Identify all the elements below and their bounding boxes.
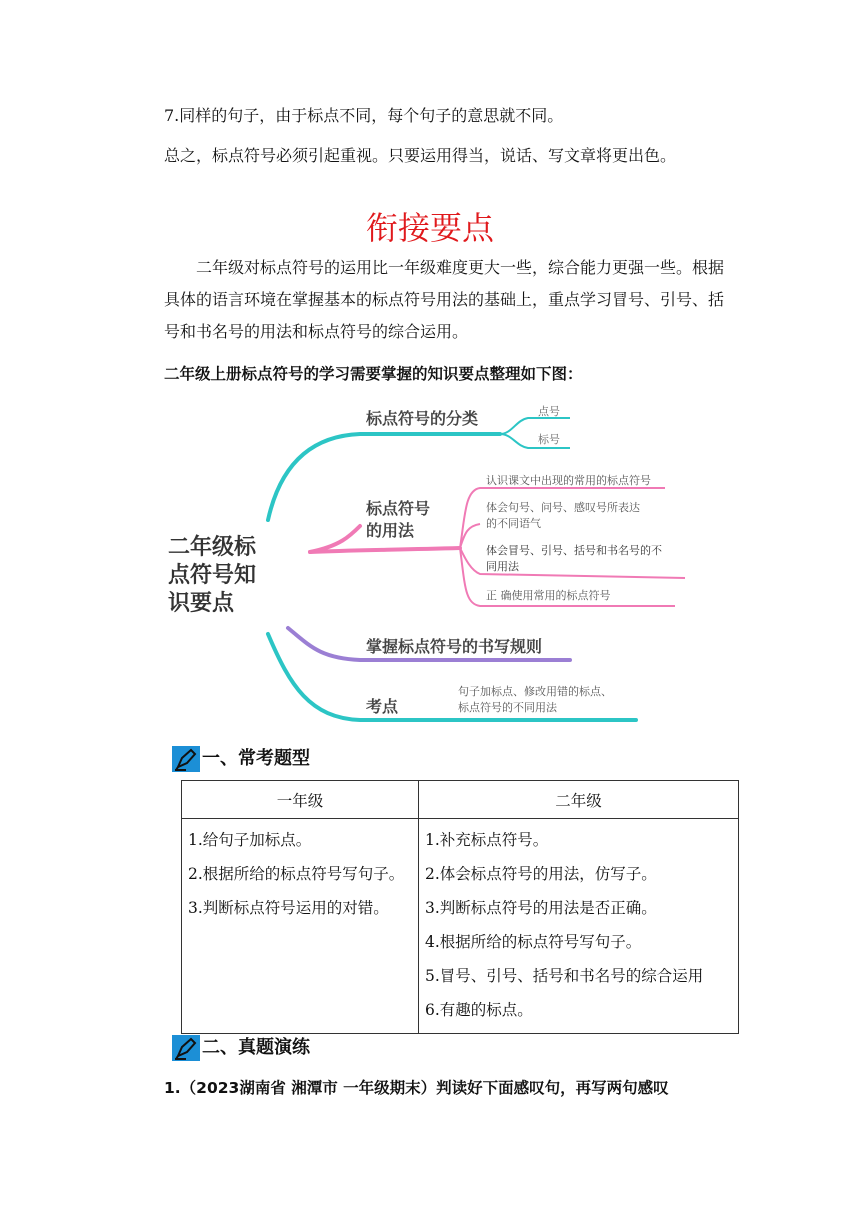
mindmap-leaf-dianhao: 点号 <box>538 405 560 418</box>
summary-line: 总之，标点符号必须引起重视。只要运用得当，说话、写文章将更出色。 <box>164 146 677 165</box>
section1-heading <box>172 745 310 773</box>
mindmap-leaf-line: 体会句号、问号、感叹号所表达 <box>486 501 640 514</box>
line-7: 7.同样的句子，由于标点不同，每个句子的意思就不同。 <box>164 106 564 125</box>
mindmap-root-line: 识要点 <box>168 591 235 616</box>
mindmap-root <box>168 534 256 618</box>
list-item: 6.有趣的标点。 <box>425 1001 533 1019</box>
section2-heading <box>172 1034 310 1062</box>
mindmap-branch-usage <box>366 498 430 542</box>
mindmap-branch-writing-rules: 掌握标点符号的书写规则 <box>366 637 543 656</box>
table-cell-grade2 <box>419 819 739 1034</box>
mindmap-leaf-usage-3 <box>486 543 662 575</box>
mindmap-leaf-usage-2 <box>486 500 640 532</box>
pen-icon <box>172 746 200 772</box>
table-cell-grade1 <box>182 819 419 1034</box>
list-item: 2.体会标点符号的用法，仿写子。 <box>425 865 657 883</box>
list-item: 1.补充标点符号。 <box>425 831 549 849</box>
list-item: 2.根据所给的标点符号写句子。 <box>188 865 405 883</box>
mindmap-leaf-line: 标点符号的不同用法 <box>458 701 557 714</box>
mindmap-leaf-line: 的不同语气 <box>486 517 541 530</box>
mindmap-leaf-line: 句子加标点、修改用错的标点、 <box>458 685 612 698</box>
mindmap-root-line: 点符号知 <box>168 563 257 588</box>
mindmap-leaf-usage-4: 正 确使用常用的标点符号 <box>486 589 611 602</box>
mindmap-leaf-line: 同用法 <box>486 560 519 573</box>
mindmap-leaf-exam <box>458 684 612 716</box>
list-item: 5.冒号、引号、括号和书名号的综合运用 <box>425 967 704 985</box>
pen-icon <box>172 1035 200 1061</box>
mindmap-lead: 二年级上册标点符号的学习需要掌握的知识要点整理如下图： <box>164 365 583 383</box>
question-1: 1.（2023湖南省 湘潭市 一年级期末）判读好下面感叹句，再写两句感叹 <box>164 1079 669 1097</box>
mindmap-branch-usage-line: 标点符号 <box>366 499 431 518</box>
section1-heading-text: 一、常考题型 <box>202 748 310 769</box>
list-item: 4.根据所给的标点符号写句子。 <box>425 933 642 951</box>
mindmap-branch-usage-line: 的用法 <box>366 521 415 540</box>
table-header: 二年级 <box>419 781 739 819</box>
mindmap-leaf-line: 体会冒号、引号、括号和书名号的不 <box>486 544 662 557</box>
list-item: 1.给句子加标点。 <box>188 831 312 849</box>
mindmap-root-line: 二年级标 <box>168 535 257 560</box>
question-types-table <box>181 780 739 1034</box>
section-title: 衔接要点 <box>365 209 494 247</box>
section2-heading-text: 二、真题演练 <box>202 1037 310 1058</box>
mindmap-leaf-usage-1: 认识课文中出现的常用的标点符号 <box>486 474 651 487</box>
list-item: 3.判断标点符号的用法是否正确。 <box>425 899 657 917</box>
list-item: 3.判断标点符号运用的对错。 <box>188 899 389 917</box>
table-header: 一年级 <box>182 781 419 819</box>
mindmap-branch-classification: 标点符号的分类 <box>366 409 479 428</box>
mindmap-leaf-biaohao: 标号 <box>538 433 560 446</box>
intro-paragraph: 二年级对标点符号的运用比一年级难度更大一些，综合能力更强一些。根据具体的语言环境在掌握基本的标点符号用法的基础上，重点学习冒号、引号、括号和书名号的用法和标点符号的综合运用。 <box>164 258 725 341</box>
mindmap-branch-exam: 考点 <box>366 697 399 716</box>
